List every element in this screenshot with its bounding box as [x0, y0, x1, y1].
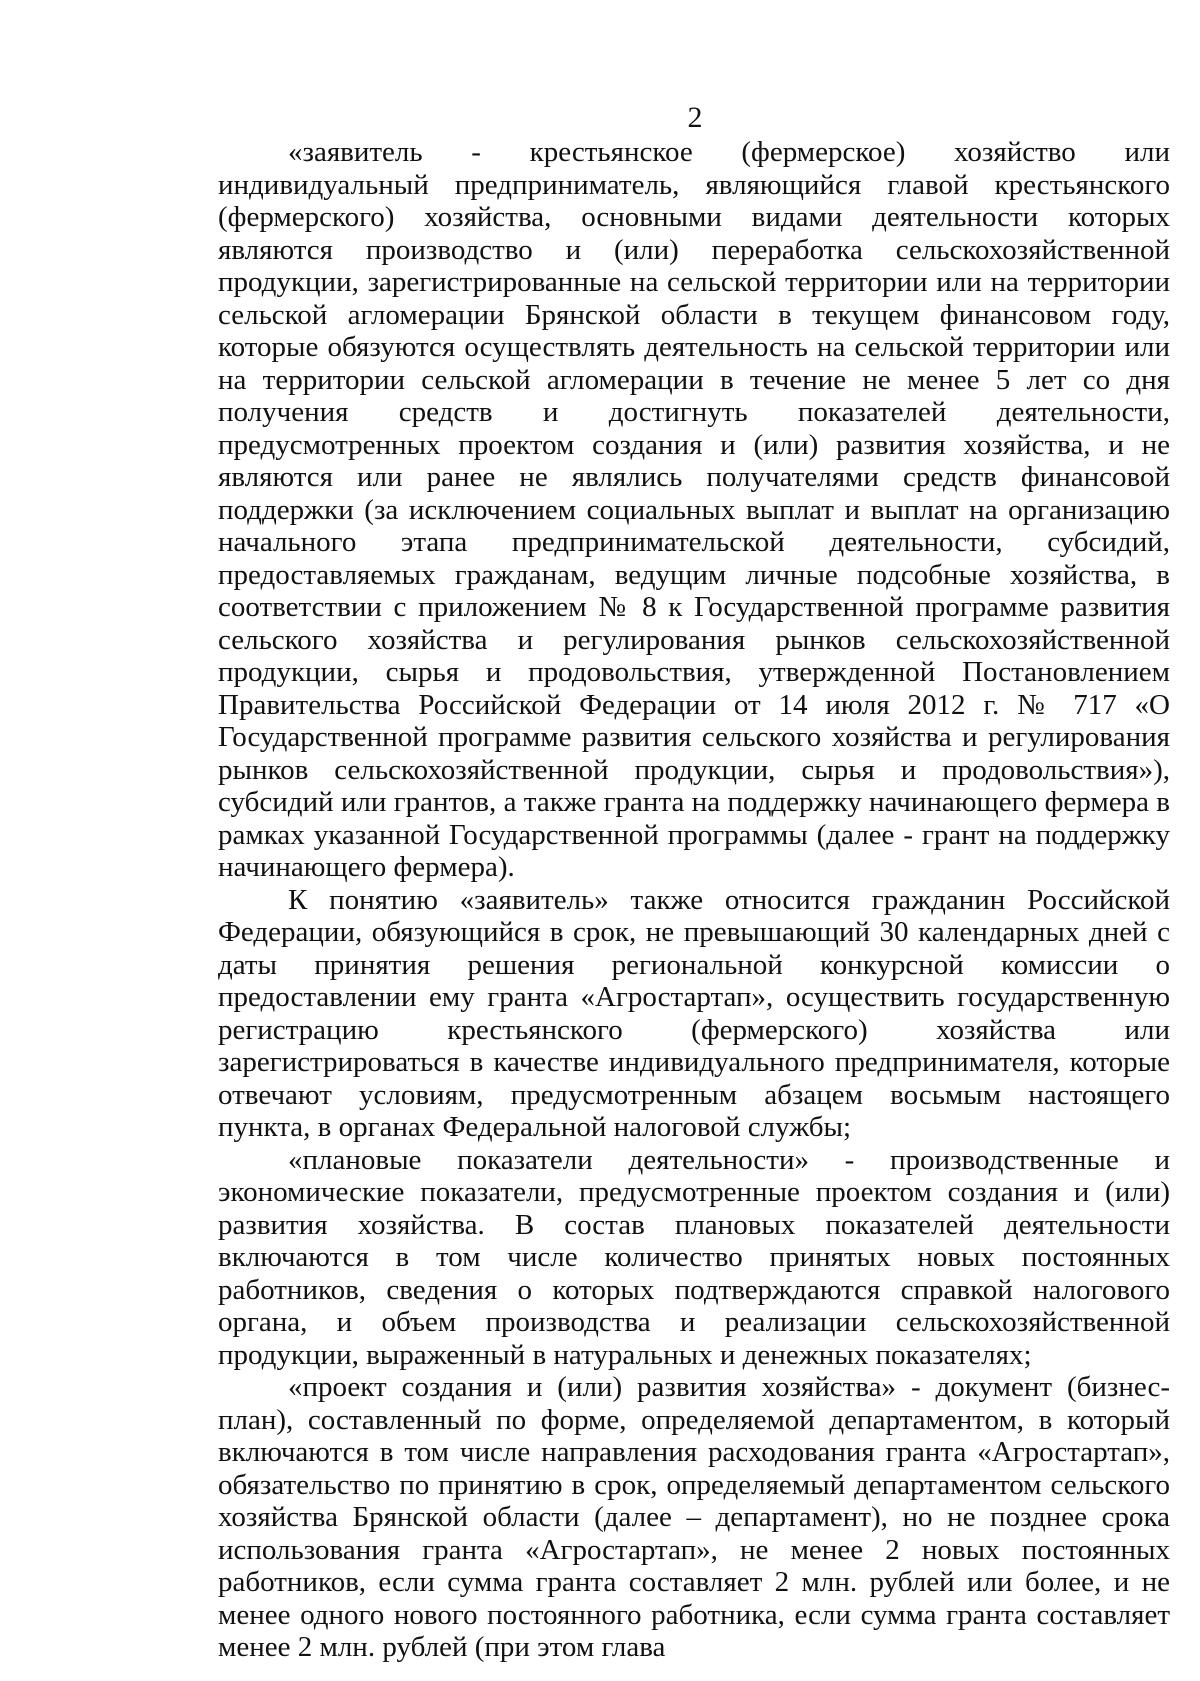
page-number: 2 — [687, 101, 703, 134]
document-body — [218, 136, 1170, 1664]
paragraph-planned-indicators: «плановые показатели деятельности» - производственные и экономические показатели, предусмотренные проектом создания и (или) развития хозяйства. В состав плановых показателей деятельности включаются в том числе количество принятых новых постоянных работников, сведения о которых подтверждаются справкой налогового органа, и объем производства и реализации сельскохозяйственной продукции, выраженный в натуральных и денежных показателях; — [218, 1143, 1170, 1371]
paragraph-applicant-citizen: К понятию «заявитель» также относится гражданин Российской Федерации, обязующийся в срок, не превышающий 30 календарных дней с даты принятия решения региональной конкурсной комиссии о предоставлении ему гранта «Агростартап», осуществить государственную регистрацию крестьянского (фермерского) хозяйства или зарегистрироваться в качестве индивидуального предпринимателя, которые отвечают условиям, предусмотренным абзацем восьмым настоящего пункта, в органах Федеральной налоговой службы; — [218, 883, 1170, 1143]
paragraph-applicant-definition: «заявитель - крестьянское (фермерское) хозяйство или индивидуальный предприниматель, являющийся главой крестьянского (фермерского) хозяйства, основными видами деятельности которых являются производство и (или) переработка сельскохозяйственной продукции, зарегистрированные на сельской территории или на территории сельской агломерации Брянской области в текущем финансовом году, которые обязуются осуществлять деятельность на сельской территории или на территории сельской агломерации в течение не менее 5 лет со дня получения средств и достигнуть показателей деятельности, предусмотренных проектом создания и (или) развития хозяйства, и не являются или ранее не являлись получателями средств финансовой поддержки (за исключением социальных выплат и выплат на организацию начального этапа предпринимательской деятельности, субсидий, предоставляемых гражданам, ведущим личные подсобные хозяйства, в соответствии с приложением № 8 к Государственной программе развития сельского хозяйства и регулирования рынков сельскохозяйственной продукции, сырья и продовольствия, утвержденной Постановлением Правительства Российской Федерации от 14 июля 2012 г. № 717 «О Государственной программе развития сельского хозяйства и регулирования рынков сельскохозяйственной продукции, сырья и продовольствия»), субсидий или грантов, а также гранта на поддержку начинающего фермера в рамках указанной Государственной программы (далее - грант на поддержку начинающего фермера). — [218, 136, 1170, 883]
paragraph-business-project: «проект создания и (или) развития хозяйства» - документ (бизнес-план), составленный по форме, определяемой департаментом, в который включаются в том числе направления расходования гранта «Агростартап», обязательство по принятию в срок, определяемый департаментом сельского хозяйства Брянской области (далее – департамент), но не позднее срока использования гранта «Агростартап», не менее 2 новых постоянных работников, если сумма гранта составляет 2 млн. рублей или более, и не менее одного нового постоянного работника, если сумма гранта составляет менее 2 млн. рублей (при этом глава — [218, 1371, 1170, 1663]
